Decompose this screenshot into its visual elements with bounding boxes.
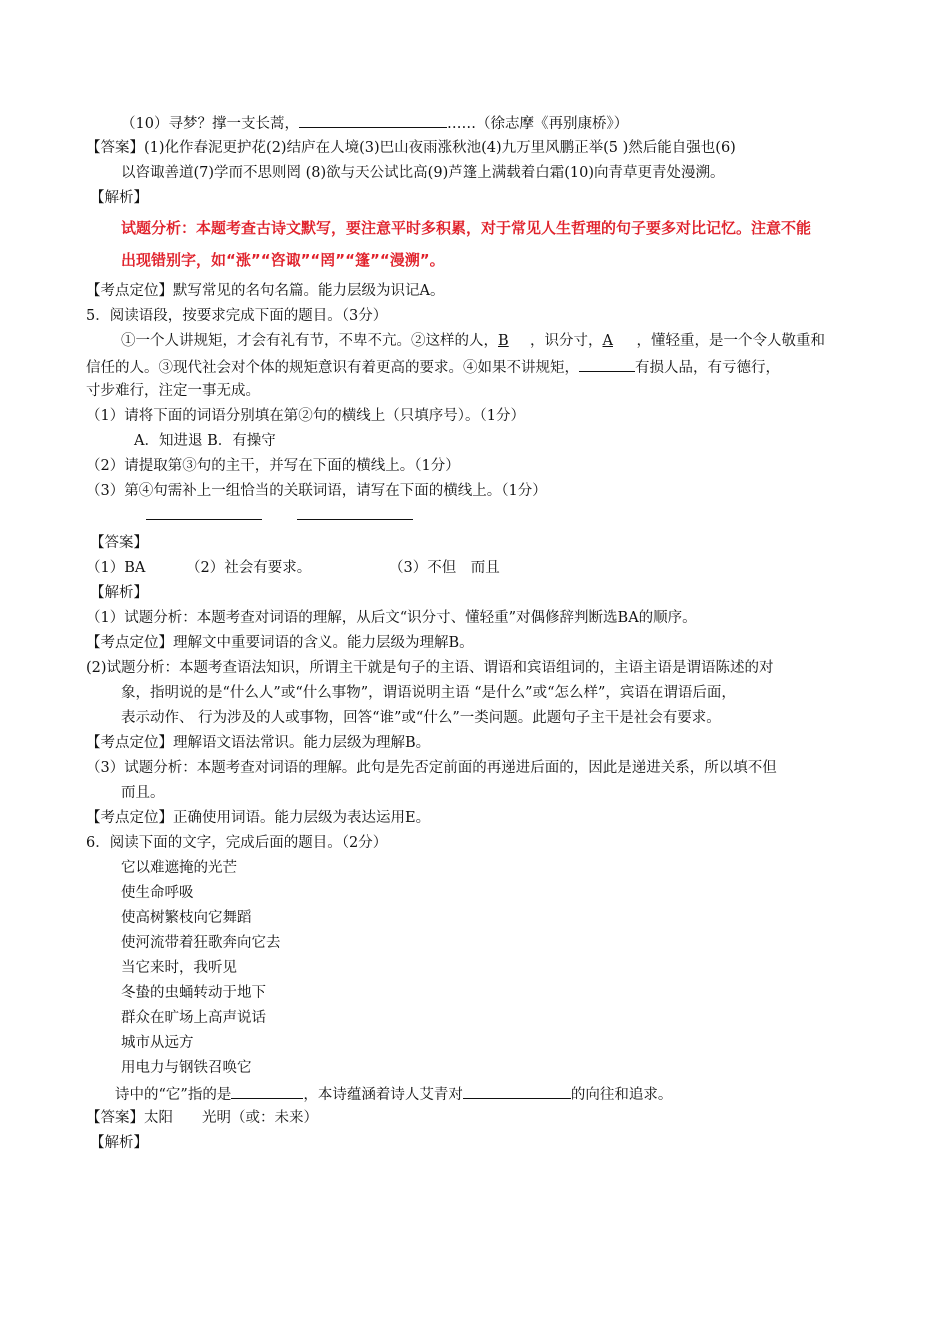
q5-answer-2: （2）社会有要求。	[186, 560, 312, 576]
q6-answer: 【答案】太阳 光明（或：未来）	[86, 1110, 318, 1126]
q6-blank-1	[231, 1083, 303, 1099]
poem-line: 当它来时，我听见	[121, 960, 237, 976]
q10-blank	[299, 112, 447, 128]
q5-analysis-3-line2: 而且。	[121, 785, 165, 801]
kaodian-4: 【考点定位】默写常见的名句名篇。能力层级为识记A。	[86, 283, 445, 299]
q5-blank-1: B	[498, 333, 509, 349]
q5-blank-3	[579, 356, 635, 372]
q5-analysis-1: （1）试题分析：本题考查对词语的理解，从后文“识分寸、懂轻重”对偶修辞判断选BA的顺序。	[86, 610, 697, 626]
poem-line: 城市从远方	[121, 1035, 194, 1051]
q5-analysis-3-line1: （3）试题分析：本题考查对词语的理解。此句是先否定前面的再递进后面的，因此是递进关系，所以填不但	[86, 760, 777, 776]
poem-line: 群众在旷场上高声说话	[121, 1010, 266, 1026]
q5-analysis-label: 【解析】	[90, 585, 148, 601]
q5-analysis-2-line3: 表示动作、 行为涉及的人或事物，回答“谁”或“什么”一类问题。此题句子主干是社会有要求。	[121, 710, 721, 726]
poem-line: 它以难遮掩的光芒	[121, 860, 237, 876]
red-analysis-line2: 出现错别字，如“涨”“咨诹”“罔”“篷”“漫溯”。	[121, 251, 445, 269]
q5-sub1: （1）请将下面的词语分别填在第②句的横线上（只填序号）。（1分）	[86, 408, 525, 424]
answer-line-2	[297, 519, 413, 520]
poem-line: 使生命呼吸	[121, 885, 194, 901]
q10-line	[121, 112, 628, 134]
q5-title: 5．阅读语段，按要求完成下面的题目。（3分）	[86, 308, 388, 324]
q5-sub2: （2）请提取第③句的主干，并写在下面的横线上。（1分）	[86, 458, 460, 474]
q5-sub3: （3）第④句需补上一组恰当的关联词语，请写在下面的横线上。（1分）	[86, 483, 547, 499]
q10-suffix: ……（徐志摩《再别康桥》）	[446, 116, 629, 132]
red-analysis-line1: 试题分析：本题考查古诗文默写，要注意平时多积累，对于常见人生哲理的句子要多对比记忆。注意不能	[121, 219, 812, 237]
q10-prefix: （10）寻梦？撑一支长蒿，	[121, 116, 299, 132]
poem-line: 用电力与钢铁召唤它	[121, 1060, 252, 1076]
q6-title: 6．阅读下面的文字，完成后面的题目。（2分）	[86, 835, 388, 851]
answer-line-1	[146, 519, 262, 520]
poem-line: 冬蛰的虫蛹转动于地下	[121, 985, 266, 1001]
answer-4-line2: 以咨诹善道(7)学而不思则罔 (8)欲与天公试比高(9)芦篷上满载着白霜(10)向青草更青处漫溯。	[121, 165, 725, 181]
q5-passage-line3: 寸步难行，注定一事无成。	[86, 383, 260, 399]
q6-blank-2	[463, 1083, 571, 1099]
q5-answer-label: 【答案】	[90, 535, 148, 551]
answer-4-line1: 【答案】(1)化作春泥更护花(2)结庐在人境(3)巴山夜雨涨秋池(4)九万里风鹏正举(5 )然后能自强也(6)	[86, 140, 736, 156]
analysis-label-4: 【解析】	[90, 190, 148, 206]
q5-blank-2: A	[602, 333, 613, 349]
q5-kaodian-1: 【考点定位】理解文中重要词语的含义。能力层级为理解B。	[86, 635, 474, 651]
q5-passage-line2: 信任的人。③现代社会对个体的规矩意识有着更高的要求。④如果不讲规矩， 有损人品，有亏德行，	[86, 356, 780, 378]
poem-line: 使高树繁枝向它舞蹈	[121, 910, 252, 926]
q5-analysis-2-line1: (2)试题分析：本题考查语法知识，所谓主干就是句子的主语、谓语和宾语组词的，主语主语是谓语陈述的对	[86, 660, 774, 676]
q6-analysis-label: 【解析】	[90, 1135, 148, 1151]
q6-question: 诗中的“它”指的是 ，本诗蕴涵着诗人艾青对 的向往和追求。	[115, 1083, 672, 1105]
q5-kaodian-2: 【考点定位】理解语文语法常识。能力层级为理解B。	[86, 735, 431, 751]
q5-kaodian-3: 【考点定位】正确使用词语。能力层级为表达运用E。	[86, 810, 431, 826]
q5-sub1-options: A．知进退 B．有操守	[134, 433, 276, 449]
q5-passage-line1: ①一个人讲规矩，才会有礼有节，不卑不亢。②这样的人，B ，识分寸，A ，懂轻重，是一个令人敬重和	[121, 333, 825, 349]
q5-answer-3: （3）不但 而且	[389, 560, 500, 576]
poem-line: 使河流带着狂歌奔向它去	[121, 935, 281, 951]
q5-answer-1: （1）BA	[86, 560, 146, 576]
q5-analysis-2-line2: 象，指明说的是“什么人”或“什么事物”，谓语说明主语 “是什么”或“怎么样”，宾语在谓语后面，	[121, 685, 736, 701]
